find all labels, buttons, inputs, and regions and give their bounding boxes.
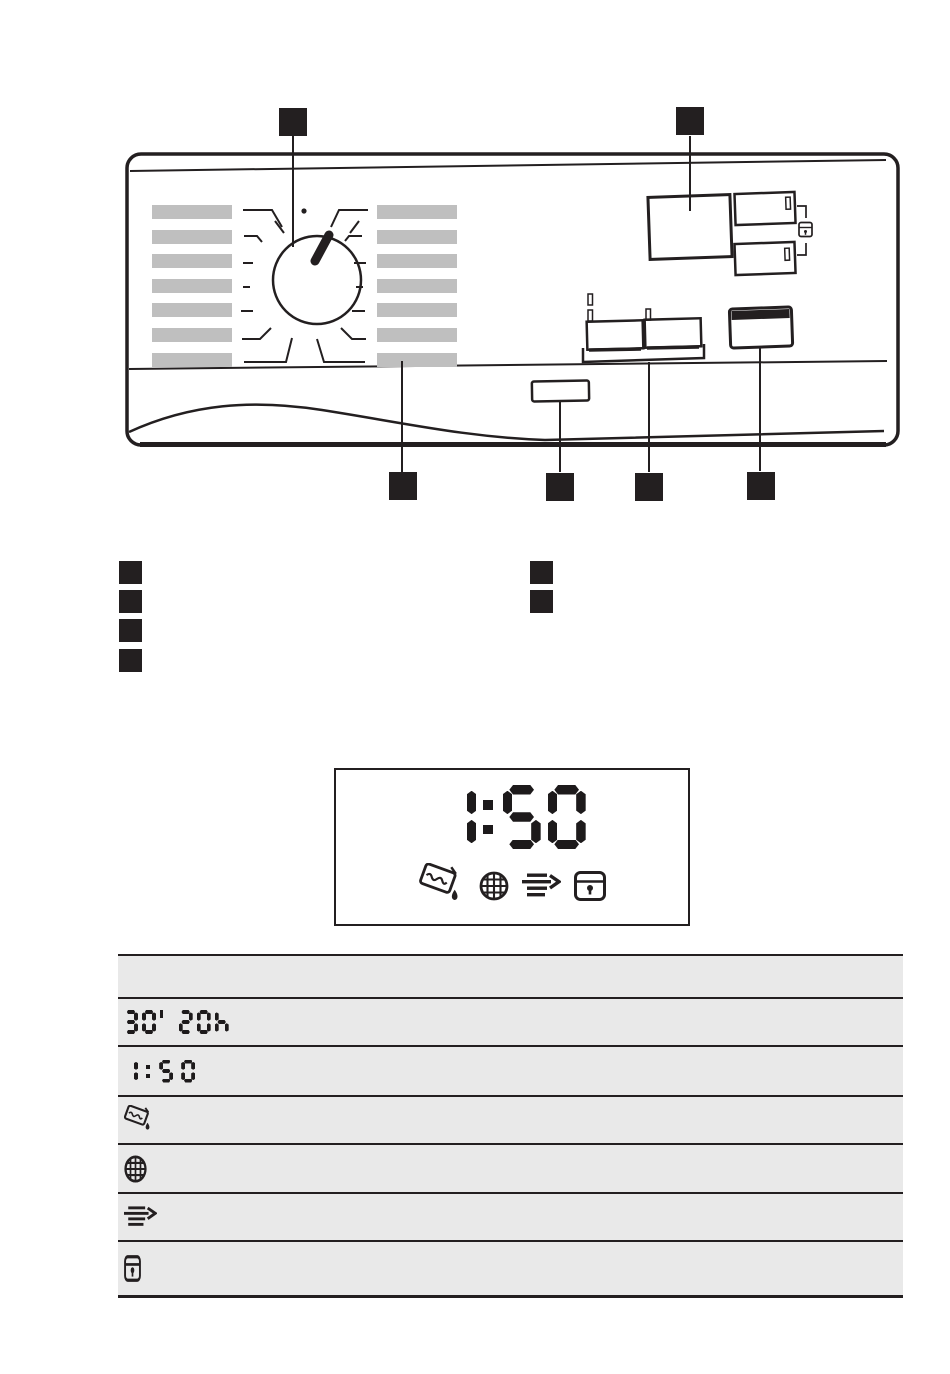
panel-outline: [127, 154, 898, 445]
callout-marker-start: [747, 472, 775, 500]
display-time-value: [438, 785, 585, 849]
symbol-table-row-globe: [118, 1145, 903, 1194]
globe-grid-icon: [479, 871, 509, 901]
legend-marker-1: [119, 561, 142, 584]
control-panel-diagram: [0, 0, 950, 530]
callout-marker-option-pair: [635, 473, 663, 501]
symbol-table-row-arrows: [118, 1194, 903, 1242]
button-shadow: [589, 349, 641, 350]
legend-marker-4: [119, 649, 142, 672]
callout-marker-display: [676, 107, 704, 135]
callout-marker-knob: [279, 108, 307, 136]
symbol-table-header-row: [118, 956, 903, 999]
arrow-lines-icon: [124, 1205, 157, 1229]
programme-duration-value: [124, 1060, 195, 1083]
symbol-table-row-lock: [118, 1242, 903, 1295]
callout-marker-labels: [389, 472, 417, 500]
start-button: [729, 307, 792, 348]
legend-marker-2: [119, 590, 142, 613]
knob-pointer: [315, 235, 329, 261]
arrow-lines-icon: [522, 873, 561, 899]
symbol-table: [118, 954, 903, 1298]
legend-marker-5: [530, 561, 553, 584]
callout-marker-small-button: [546, 473, 574, 501]
button-shadow: [647, 347, 699, 348]
detergent-drop-icon: [124, 1105, 155, 1135]
button-led-slot: [786, 197, 791, 209]
option-button-top: [734, 192, 795, 225]
option-button-left: [587, 320, 644, 349]
panel-wave-line: [129, 405, 884, 440]
callout-lines: [293, 136, 760, 472]
option-button-bottom: [734, 242, 795, 275]
programme-label-bars: [152, 205, 457, 367]
symbol-table-row-duration-range: [118, 999, 903, 1047]
lock-icon-small: [799, 223, 812, 237]
option-button-right: [645, 318, 702, 347]
display-example-box: [334, 768, 690, 926]
lock-icon: [574, 871, 606, 901]
panel-face-separator: [129, 361, 887, 369]
display-icon-row: [419, 863, 606, 908]
duration-range-value: [124, 1010, 229, 1034]
start-button-band: [731, 309, 789, 320]
lock-icon: [124, 1255, 141, 1282]
dial-tick-marks: [241, 210, 368, 362]
symbol-table-row-programme-duration: [118, 1047, 903, 1097]
knob-index-dot: [301, 208, 306, 213]
globe-grid-icon: [124, 1155, 147, 1183]
legend-marker-6: [530, 590, 553, 613]
symbol-table-row-detergent: [118, 1097, 903, 1145]
button-led-slot: [785, 248, 790, 260]
panel-top-inner-line: [130, 160, 886, 171]
option-led-slots: [588, 294, 651, 321]
small-button: [532, 380, 589, 401]
detergent-drop-icon: [419, 863, 466, 908]
legend-marker-3: [119, 619, 142, 642]
